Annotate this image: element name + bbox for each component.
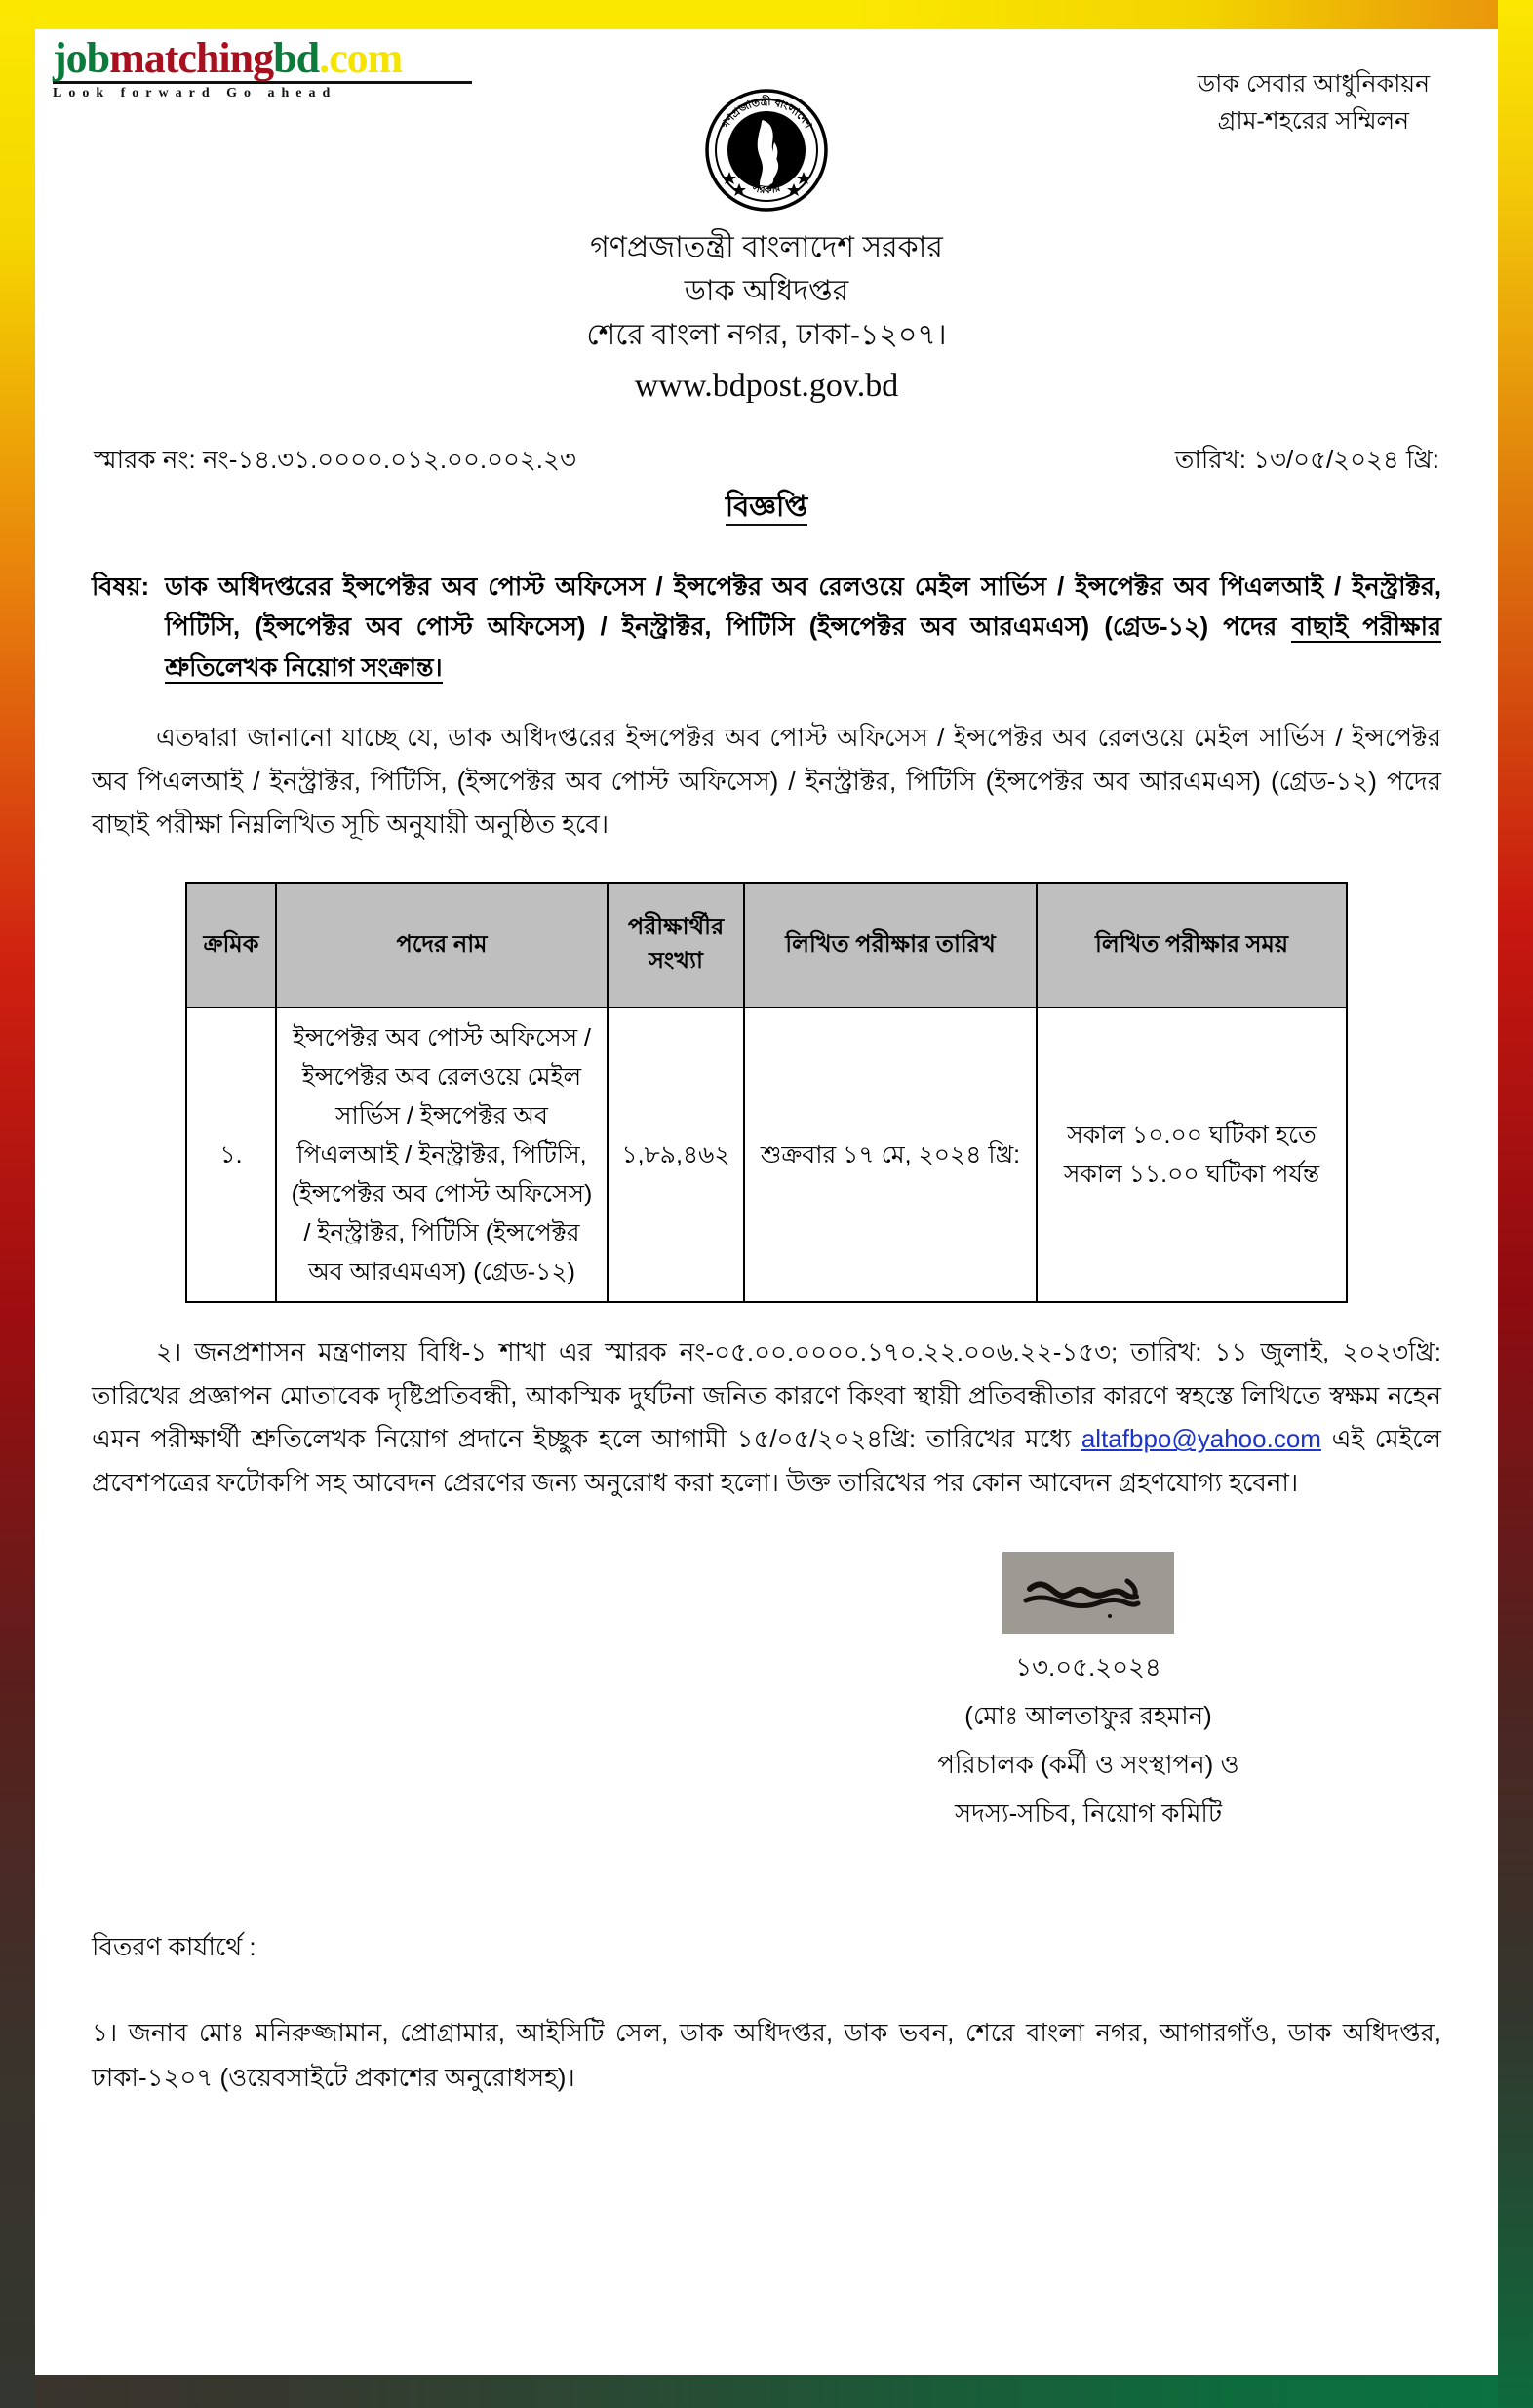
email-link[interactable]: altafbpo@yahoo.com xyxy=(1081,1424,1321,1454)
frame-border-bottom xyxy=(0,2375,1533,2408)
logo-part-job: job xyxy=(53,34,110,82)
signatory-designation-2: সদস্য-সচিব, নিয়োগ কমিটি xyxy=(955,1798,1222,1829)
document-sheet xyxy=(35,29,1498,2375)
cell-exam-date: শুক্রবার ১৭ মে, ২০২৪ খ্রি: xyxy=(744,1007,1037,1302)
subject-text xyxy=(165,568,1441,689)
subject-text-plain: ডাক অধিদপ্তরের ইন্সপেক্টর অব পোস্ট অফিসেস / ইন্সপেক্টর অব রেলওয়ে মেইল সার্ভিস / ইন্সপেক্টর অব পিএলআই / ইনস্ট্রাক্টর, পিটিসি, (ইন্সপেক্টর অব পোস্ট অফিসেস) / ইনস্ট্রাক্টর, পিটিসি (ইন্সপেক্টর অব আরএমএস) (গ্রেড-১২) পদের xyxy=(165,573,1441,642)
table-row xyxy=(186,1007,1347,1302)
signature-block xyxy=(35,1552,1381,1834)
table-header-row xyxy=(186,883,1347,1007)
scanned-signature-image xyxy=(1002,1552,1174,1634)
distribution-title: বিতরণ কার্যার্থে : xyxy=(92,1932,256,1962)
organisation-block xyxy=(35,225,1498,411)
site-logo-text xyxy=(53,34,472,82)
body-paragraph-2 xyxy=(92,1330,1441,1505)
slogan-line-2: গ্রাম-শহরের সম্মিলন xyxy=(1217,106,1410,135)
signatory-name: (মোঃ আলতাফুর রহমান) xyxy=(964,1701,1212,1731)
svg-text:সরকার: সরকার xyxy=(751,181,782,197)
postal-slogan xyxy=(1198,66,1430,139)
cell-serial: ১. xyxy=(186,1007,276,1302)
frame-border-right xyxy=(1498,0,1533,2408)
memo-date: তারিখ: ১৩/০৫/২০২৪ খ্রি: xyxy=(1174,445,1439,474)
logo-part-matching: matching xyxy=(109,34,274,82)
svg-text:গণপ্রজাতন্ত্রী বাংলাদেশ: গণপ্রজাতন্ত্রী বাংলাদেশ xyxy=(719,96,814,131)
cell-exam-time: সকাল ১০.০০ ঘটিকা হতে সকাল ১১.০০ ঘটিকা পর্যন্ত xyxy=(1037,1007,1347,1302)
paragraph-2-text-before: ২। জনপ্রশাসন মন্ত্রণালয় বিধি-১ শাখা এর স্মারক নং-০৫.০০.০০০০.১৭০.২২.০০৬.২২-১৫৩; তারিখ: ১১ জুলাই, ২০২৩খ্রি: তারিখের প্রজ্ঞাপন মোতাবেক দৃষ্টিপ্রতিবন্ধী, আকস্মিক দুর্ঘটনা জনিত কারণে কিংবা স্থায়ী প্রতিবন্ধীতার কারণে স্বহস্তে লিখিতে স্বক্ষম নহেন এমন পরীক্ষার্থী শ্রুতিলেখক নিয়োগ প্রদানে ইচ্ছুক হলে আগামী ১৫/০৫/২০২৪খ্রি: তারিখের মধ্যে xyxy=(92,1337,1441,1454)
body-paragraph-1: এতদ্বারা জানানো যাচ্ছে যে, ডাক অধিদপ্তরের ইন্সপেক্টর অব পোস্ট অফিসেস / ইন্সপেক্টর অব রেলওয়ে মেইল সার্ভিস / ইন্সপেক্টর অব পিএলআই / ইনস্ট্রাক্টর, পিটিসি, (ইন্সপেক্টর অব পোস্ট অফিসেস) / ইনস্ট্রাক্টর, পিটিসি (ইন্সপেক্টর অব আরএমএস) (গ্রেড-১২) পদের বাছাই পরীক্ষা নিম্নলিখিত সূচি অনুযায়ী অনুষ্ঠিত হবে। xyxy=(92,722,1441,840)
logo-part-com: .com xyxy=(319,34,403,82)
site-logo-watermark xyxy=(53,34,472,101)
column-header-exam-time: লিখিত পরীক্ষার সময় xyxy=(1037,883,1347,1007)
distribution-item: ১। জনাব মোঃ মনিরুজ্জামান, প্রোগ্রামার, আইসিটি সেল, ডাক অধিদপ্তর, ডাক ভবন, শেরে বাংলা নগর, আগারগাঁও, ডাক অধিদপ্তর, ঢাকা-১২০৭ (ওয়েবসাইটে প্রকাশের অনুরোধসহ)। xyxy=(92,2018,1441,2092)
subject-text-underlined: বাছাই পরীক্ষার শ্রুতিলেখক নিয়োগ সংক্রান্ত। xyxy=(165,613,1442,682)
frame-border-left xyxy=(0,0,35,2408)
column-header-exam-date: লিখিত পরীক্ষার তারিখ xyxy=(744,883,1037,1007)
notice-heading-text: বিজ্ঞপ্তি xyxy=(726,492,807,526)
logo-tagline: Look forward Go ahead xyxy=(53,86,337,100)
logo-part-bd: bd xyxy=(273,34,320,82)
slogan-line-1: ডাক সেবার আধুনিকায়ন xyxy=(1197,70,1430,98)
bangladesh-government-emblem-icon xyxy=(704,88,829,217)
subject-label: বিষয়: xyxy=(92,573,150,601)
notice-heading xyxy=(35,485,1498,533)
memo-row xyxy=(94,440,1439,483)
column-header-serial: ক্রমিক xyxy=(186,883,276,1007)
paragraph-2-text-after: এই মেইলে প্রবেশপত্রের ফটোকপি সহ আবেদন প্রেরণের জন্য অনুরোধ করা হলো। উক্ত তারিখের পর কোন আবেদন গ্রহণযোগ্য হবেনা। xyxy=(92,1424,1441,1498)
subject-block xyxy=(92,568,1441,689)
org-website[interactable]: www.bdpost.gov.bd xyxy=(634,368,899,404)
org-name: গণপ্রজাতন্ত্রী বাংলাদেশ সরকার xyxy=(590,231,943,263)
org-address: শেরে বাংলা নগর, ঢাকা-১২০৭। xyxy=(586,319,947,351)
signature-date: ১৩.০৫.২০২৪ xyxy=(1015,1651,1161,1681)
cell-post-name: ইন্সপেক্টর অব পোস্ট অফিসেস / ইন্সপেক্টর অব রেলওয়ে মেইল সার্ভিস / ইন্সপেক্টর অব পিএলআই / ইনস্ট্রাক্টর, পিটিসি, (ইন্সপেক্টর অব পোস্ট অফিসেস) / ইনস্ট্রাক্টর, পিটিসি (ইন্সপেক্টর অব আরএমএস) (গ্রেড-১২) xyxy=(276,1007,608,1302)
column-header-post-name: পদের নাম xyxy=(276,883,608,1007)
memo-number: স্মারক নং: নং-১৪.৩১.০০০০.০১২.০০.০০২.২৩ xyxy=(94,445,576,474)
signatory-designation-1: পরিচালক (কর্মী ও সংস্থাপন) ও xyxy=(937,1750,1239,1780)
column-header-candidates: পরীক্ষার্থীর সংখ্যা xyxy=(608,883,744,1007)
frame-border-top xyxy=(0,0,1533,29)
exam-schedule-table xyxy=(185,882,1348,1303)
exam-schedule-table-wrap xyxy=(35,882,1498,1303)
cell-candidates: ১,৮৯,৪৬২ xyxy=(608,1007,744,1302)
org-department: ডাক অধিদপ্তর xyxy=(684,275,849,307)
